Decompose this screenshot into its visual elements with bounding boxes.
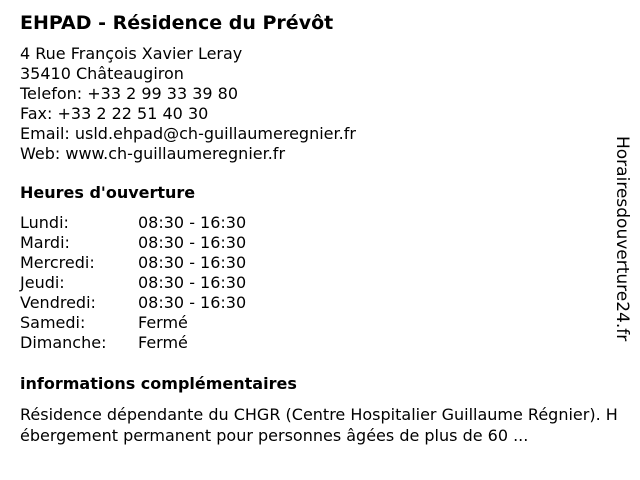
opening-hours-heading: Heures d'ouverture (20, 183, 196, 202)
day-label: Jeudi: (20, 273, 65, 292)
time-value: 08:30 - 16:30 (138, 253, 247, 272)
phone-number: Telefon: +33 2 99 33 39 80 (20, 84, 239, 103)
address-street: 4 Rue François Xavier Leray (20, 44, 243, 63)
website: Web: www.ch-guillaumeregnier.fr (20, 144, 286, 163)
day-label: Samedi: (20, 313, 86, 332)
additional-info-text: Résidence dépendante du CHGR (Centre Hospitalier Guillaume Régnier). Hébergement permanent pour personnes âgées de plus de 60 ... (20, 405, 618, 445)
day-label: Mardi: (20, 233, 70, 252)
time-value: 08:30 - 16:30 (138, 213, 247, 232)
day-label: Dimanche: (20, 333, 107, 352)
hours-row (20, 273, 300, 293)
time-value: Fermé (138, 333, 188, 352)
time-value: 08:30 - 16:30 (138, 293, 247, 312)
site-watermark: Horairesdouverture24.fr (612, 136, 632, 342)
day-label: Mercredi: (20, 253, 95, 272)
opening-hours-table (20, 213, 300, 353)
day-label: Lundi: (20, 213, 69, 232)
hours-row (20, 333, 300, 353)
time-value: 08:30 - 16:30 (138, 273, 247, 292)
contact-block (20, 44, 356, 164)
hours-row (20, 293, 300, 313)
hours-row (20, 233, 300, 253)
day-label: Vendredi: (20, 293, 96, 312)
additional-info-heading: informations complémentaires (20, 374, 297, 393)
page-title: EHPAD - Résidence du Prévôt (20, 12, 334, 34)
hours-row (20, 213, 300, 233)
hours-row (20, 313, 300, 333)
time-value: Fermé (138, 313, 188, 332)
time-value: 08:30 - 16:30 (138, 233, 247, 252)
email-address: Email: usld.ehpad@ch-guillaumeregnier.fr (20, 124, 356, 143)
hours-row (20, 253, 300, 273)
fax-number: Fax: +33 2 22 51 40 30 (20, 104, 209, 123)
address-city: 35410 Châteaugiron (20, 64, 184, 83)
